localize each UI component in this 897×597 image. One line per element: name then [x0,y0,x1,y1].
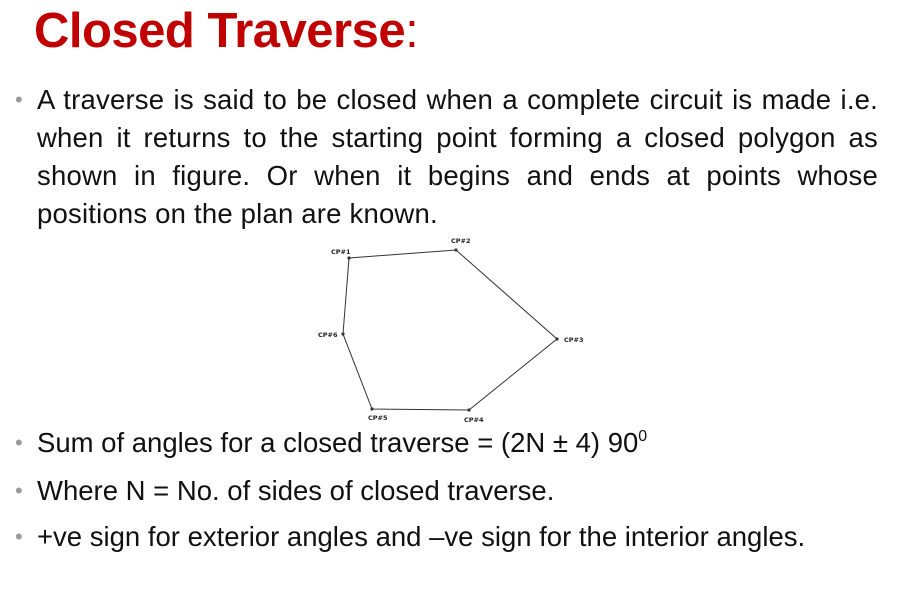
slide-title-text: Closed Traverse [34,4,406,58]
slide-title-colon: : [405,4,419,58]
point-label-cp5: CP#5 [368,414,388,422]
point-cp4-marker [467,408,470,411]
bullet-text-angle-sum: Sum of angles for a closed traverse = (2N ± 4) 90 [37,427,639,458]
point-label-cp4: CP#4 [464,416,484,424]
bullet-text-definition: A traverse is said to be closed when a complete circuit is made i.e. when it returns to the starting point forming a closed polygon as shown in figure. Or when it begins and ends at points whose positions on the plan are known. [37,84,878,229]
point-cp2-marker [454,248,457,251]
slide-title [34,2,418,60]
bullet-text-n-definition: Where N = No. of sides of closed traverse. [37,475,555,506]
traverse-polygon-diagram [300,232,600,427]
bullet-dot-icon: • [15,87,23,112]
point-cp3-marker [555,337,558,340]
point-cp6-marker [341,332,344,335]
closed-traverse-figure [300,232,600,427]
point-label-cp6: CP#6 [318,331,338,339]
bullet-item-angle-sum [15,424,878,462]
bullet-text-sign-convention: +ve sign for exterior angles and –ve sign for the interior angles. [37,521,806,552]
traverse-polygon [343,250,557,410]
bullet-item-definition [15,81,878,233]
bullet-item-sign-convention [15,518,878,556]
point-cp5-marker [370,407,373,410]
point-cp1-marker [347,256,350,259]
point-label-cp3: CP#3 [564,336,584,344]
bullet-dot-icon: • [15,478,23,503]
bullet-dot-icon: • [15,524,23,549]
degree-superscript: 0 [638,428,648,445]
point-label-cp2: CP#2 [451,237,471,245]
bullet-item-n-definition [15,472,878,510]
bullet-dot-icon: • [15,430,23,455]
point-label-cp1: CP#1 [331,248,351,256]
